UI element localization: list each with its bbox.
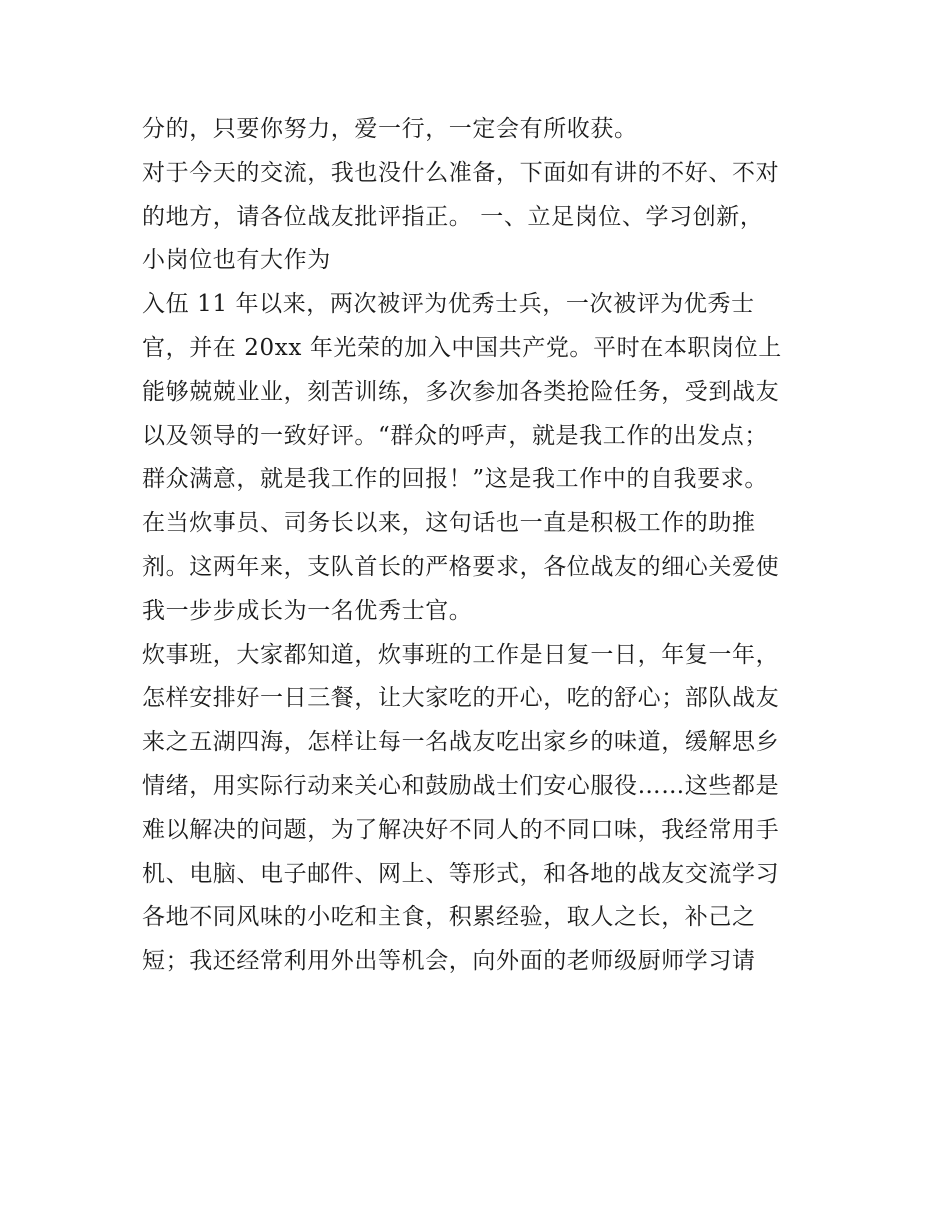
text-line: 机、电脑、电子邮件、网上、等形式，和各地的战友交流学习 xyxy=(142,860,780,887)
text-line: 小岗位也有大作为 xyxy=(142,247,331,274)
text-line: 来之五湖四海，怎样让每一名战友吃出家乡的味道，缓解思乡 xyxy=(142,729,780,756)
text-line: 能够兢兢业业，刻苦训练，多次参加各类抢险任务，受到战友 xyxy=(142,378,780,405)
document-body xyxy=(142,108,822,984)
text-line: 难以解决的问题，为了解决好不同人的不同口味，我经常用手 xyxy=(142,816,780,843)
text-line: 各地不同风味的小吃和主食，积累经验，取人之长，补己之 xyxy=(142,904,756,931)
text-line: 剂。这两年来，支队首长的严格要求，各位战友的细心关爱使 xyxy=(142,553,780,580)
text-line: 我一步步成长为一名优秀士官。 xyxy=(142,597,473,624)
text-line: 分的，只要你努力，爱一行，一定会有所收获。 xyxy=(142,116,638,142)
text-line: 的地方，请各位战友批评指正。 一、立足岗位、学习创新， xyxy=(142,203,764,230)
text-line: 短；我还经常利用外出等机会，向外面的老师级厨师学习请 xyxy=(142,948,756,975)
text-line: 炊事班，大家都知道，炊事班的工作是日复一日，年复一年， xyxy=(142,641,780,668)
text-line: 官，并在 20xx 年光荣的加入中国共产党。平时在本职岗位上 xyxy=(142,334,782,361)
text-line: 群众满意，就是我工作的回报！”这是我工作中的自我要求。 xyxy=(142,466,768,493)
text-line: 入伍 11 年以来，两次被评为优秀士兵，一次被评为优秀士 xyxy=(142,291,755,318)
text-line: 在当炊事员、司务长以来，这句话也一直是积极工作的助推 xyxy=(142,510,756,537)
text-line: 情绪，用实际行动来关心和鼓励战士们安心服役……这些都是 xyxy=(142,772,780,799)
text-line: 怎样安排好一日三餐，让大家吃的开心，吃的舒心；部队战友 xyxy=(142,685,780,712)
text-line: 以及领导的一致好评。“群众的呼声，就是我工作的出发点； xyxy=(142,422,768,449)
text-line: 对于今天的交流，我也没什么准备，下面如有讲的不好、不对 xyxy=(142,159,780,186)
